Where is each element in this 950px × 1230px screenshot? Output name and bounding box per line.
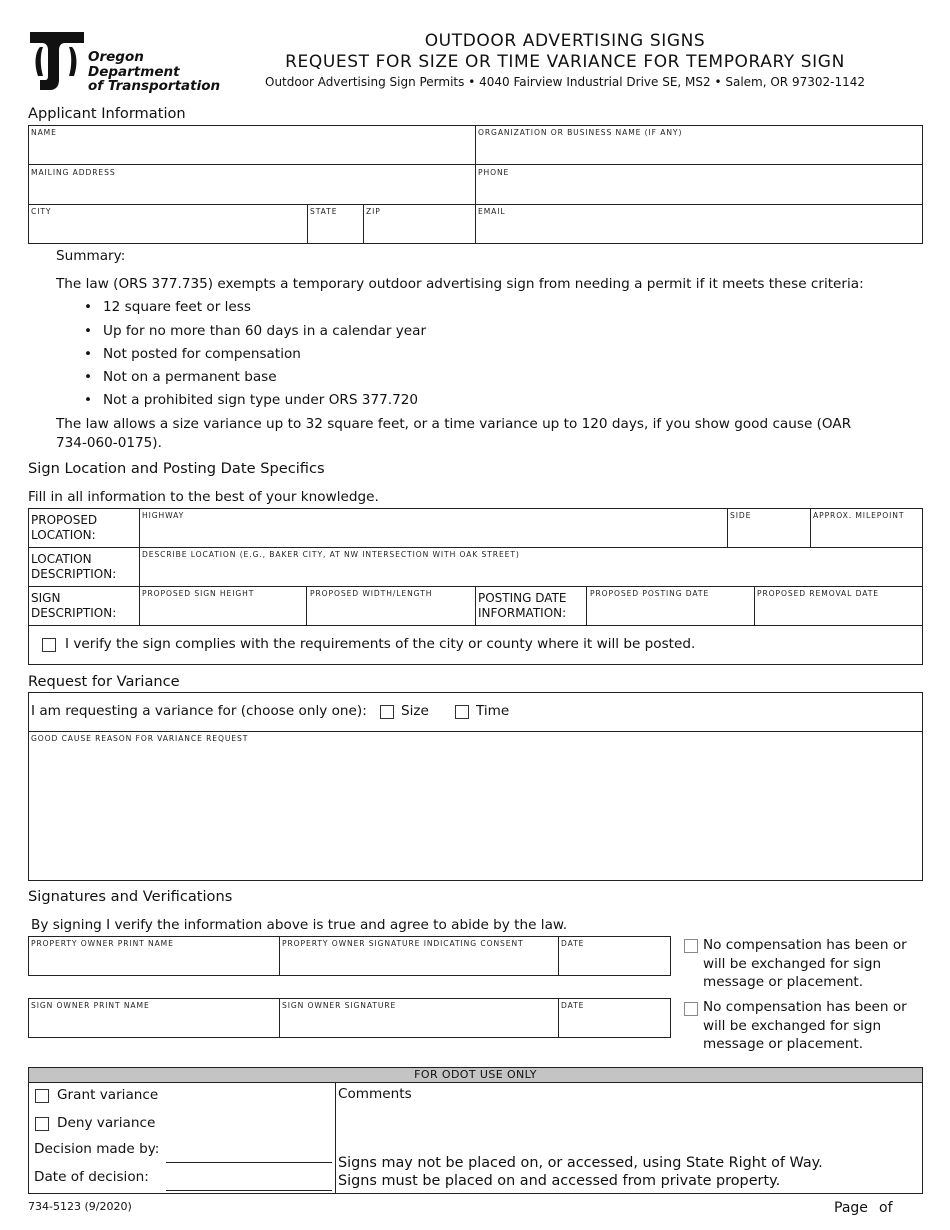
describe-location-field[interactable]: DESCRIBE LOCATION (E.G., BAKER CITY, AT NW INTERSECTION WITH OAK STREET): [142, 550, 520, 559]
signatures-heading: Signatures and Verifications: [28, 888, 233, 905]
page-of-label: of: [879, 1200, 893, 1216]
criteria-item: Up for no more than 60 days in a calendar year: [103, 323, 427, 339]
sign-owner-name-field[interactable]: SIGN OWNER PRINT NAME: [31, 1001, 150, 1010]
logo-line-department: Department: [88, 63, 180, 80]
property-owner-date-field[interactable]: DATE: [561, 939, 585, 948]
variance-prompt: I am requesting a variance for (choose only one):: [31, 703, 367, 719]
bullet-icon: •: [84, 299, 93, 315]
sign-height-field[interactable]: PROPOSED SIGN HEIGHT: [142, 589, 255, 598]
criteria-item: 12 square feet or less: [103, 299, 251, 315]
location-instruction: Fill in all information to the best of your knowledge.: [28, 489, 379, 505]
odot-logo-mark: [28, 30, 86, 92]
size-option-label: Size: [401, 703, 429, 719]
posting-date-label: POSTING DATE INFORMATION:: [478, 591, 567, 620]
criteria-item: Not on a permanent base: [103, 369, 277, 385]
right-of-way-notice-line2: Signs must be placed on and accessed from private property.: [338, 1173, 781, 1189]
applicant-heading: Applicant Information: [28, 105, 186, 122]
sign-owner-date-field[interactable]: DATE: [561, 1001, 585, 1010]
verify-compliance-label: I verify the sign complies with the requirements of the city or county where it will be posted.: [65, 636, 696, 652]
decision-made-by-line[interactable]: [166, 1162, 332, 1163]
form-number: 734-5123 (9/2020): [28, 1200, 132, 1213]
phone-field[interactable]: PHONE: [478, 168, 510, 177]
mailing-address-field[interactable]: MAILING ADDRESS: [31, 168, 116, 177]
state-field[interactable]: STATE: [310, 207, 338, 216]
sign-width-field[interactable]: PROPOSED WIDTH/LENGTH: [310, 589, 433, 598]
bullet-icon: •: [84, 369, 93, 385]
form-title-line2: REQUEST FOR SIZE OR TIME VARIANCE FOR TEMPORARY SIGN: [285, 52, 845, 72]
time-checkbox[interactable]: [455, 705, 469, 719]
city-field[interactable]: CITY: [31, 207, 52, 216]
sign-owner-signature-field[interactable]: SIGN OWNER SIGNATURE: [282, 1001, 397, 1010]
odot-use-header: [29, 1068, 922, 1083]
grant-variance-label: Grant variance: [57, 1087, 159, 1103]
deny-variance-label: Deny variance: [57, 1115, 156, 1131]
email-field[interactable]: EMAIL: [478, 207, 506, 216]
logo-line-transportation: of Transportation: [88, 78, 221, 94]
side-field[interactable]: SIDE: [730, 511, 752, 520]
date-of-decision-label: Date of decision:: [34, 1169, 149, 1185]
organization-field[interactable]: ORGANIZATION OR BUSINESS NAME (IF ANY): [478, 128, 683, 137]
grant-variance-checkbox[interactable]: [35, 1089, 49, 1103]
deny-variance-checkbox[interactable]: [35, 1117, 49, 1131]
decision-made-by-label: Decision made by:: [34, 1141, 160, 1157]
location-heading: Sign Location and Posting Date Specifics: [28, 460, 325, 477]
location-description-label: LOCATION DESCRIPTION:: [31, 552, 117, 581]
milepoint-field[interactable]: APPROX. MILEPOINT: [813, 511, 905, 520]
removal-date-field[interactable]: PROPOSED REMOVAL DATE: [757, 589, 879, 598]
bullet-icon: •: [84, 323, 93, 339]
time-option-label: Time: [476, 703, 510, 719]
office-address: Outdoor Advertising Sign Permits • 4040 Fairview Industrial Drive SE, MS2 • Salem, OR 97302-1142: [265, 75, 865, 89]
bullet-icon: •: [84, 392, 93, 408]
variance-allowance-line1: The law allows a size variance up to 32 square feet, or a time variance up to 120 days, if you show good cause (OAR: [56, 416, 852, 432]
comments-label: Comments: [338, 1086, 412, 1102]
property-owner-name-field[interactable]: PROPERTY OWNER PRINT NAME: [31, 939, 174, 948]
verify-compliance-checkbox[interactable]: [42, 638, 56, 652]
proposed-location-label: PROPOSED LOCATION:: [31, 513, 98, 542]
signatures-statement: By signing I verify the information above is true and agree to abide by the law.: [31, 917, 568, 933]
size-checkbox[interactable]: [380, 705, 394, 719]
sign-owner-no-compensation-label: No compensation has been or will be exchanged for sign message or placement.: [703, 999, 907, 1052]
right-of-way-notice-line1: Signs may not be placed on, or accessed, using State Right of Way.: [338, 1155, 823, 1171]
property-owner-no-compensation-checkbox[interactable]: [684, 939, 698, 953]
odot-use-header-text: FOR ODOT USE ONLY: [414, 1068, 537, 1081]
summary-intro: The law (ORS 377.735) exempts a temporary outdoor advertising sign from needing a permit if it meets these criteria:: [56, 276, 864, 292]
sign-owner-no-compensation-checkbox[interactable]: [684, 1002, 698, 1016]
good-cause-reason-field[interactable]: GOOD CAUSE REASON FOR VARIANCE REQUEST: [31, 734, 249, 743]
form-title-line1: OUTDOOR ADVERTISING SIGNS: [424, 31, 706, 51]
variance-heading: Request for Variance: [28, 673, 180, 690]
zip-field[interactable]: ZIP: [366, 207, 381, 216]
property-owner-signature-field[interactable]: PROPERTY OWNER SIGNATURE INDICATING CONSENT: [282, 939, 524, 948]
variance-allowance-line2: 734-060-0175).: [56, 435, 162, 451]
sign-description-label: SIGN DESCRIPTION:: [31, 591, 117, 620]
page-label: Page: [834, 1200, 868, 1216]
variance-table: [28, 692, 923, 881]
criteria-item: Not a prohibited sign type under ORS 377.720: [103, 392, 419, 408]
bullet-icon: •: [84, 346, 93, 362]
criteria-item: Not posted for compensation: [103, 346, 301, 362]
property-owner-no-compensation-label: No compensation has been or will be exchanged for sign message or placement.: [703, 937, 907, 990]
date-of-decision-line[interactable]: [166, 1190, 332, 1191]
highway-field[interactable]: HIGHWAY: [142, 511, 185, 520]
summary-heading: Summary:: [56, 248, 126, 264]
posting-date-field[interactable]: PROPOSED POSTING DATE: [590, 589, 710, 598]
name-field[interactable]: NAME: [31, 128, 57, 137]
logo-line-oregon: Oregon: [88, 49, 144, 65]
